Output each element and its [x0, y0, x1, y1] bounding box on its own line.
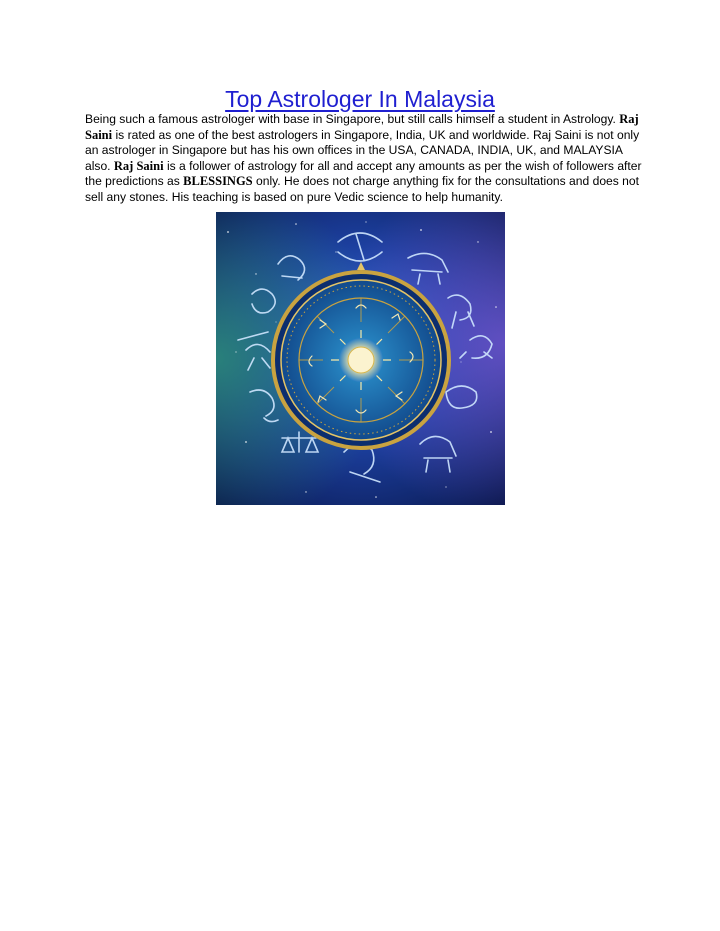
zodiac-wheel-image	[216, 212, 505, 505]
body-paragraph	[85, 112, 645, 205]
page-title	[0, 85, 720, 113]
paragraph-text: only. He does not charge anything fix for the consultations and does not sell any stones. His teaching is based on pure Vedic science to help humanity.	[85, 174, 639, 204]
paragraph-text: Being such a famous astrologer with base in Singapore, but still calls himself a student in Astrology.	[85, 112, 620, 126]
astrologer-name: Raj Saini	[85, 112, 639, 142]
blessings-word: BLESSINGS	[183, 174, 253, 188]
paragraph-text: is rated as one of the best astrologers in Singapore, India, UK and worldwide. Raj Saini is not only an astrologer in Singapore but has his own offices in the USA, CANADA, INDIA, UK, and MALAYSIA also.	[85, 127, 640, 173]
astrologer-name: Raj Saini	[113, 158, 164, 173]
title-link[interactable]: Top Astrologer In Malaysia	[225, 86, 495, 112]
paragraph-text: is a follower of astrology for all and accept any amounts as per the wish of followers after the predictions as	[85, 158, 642, 188]
